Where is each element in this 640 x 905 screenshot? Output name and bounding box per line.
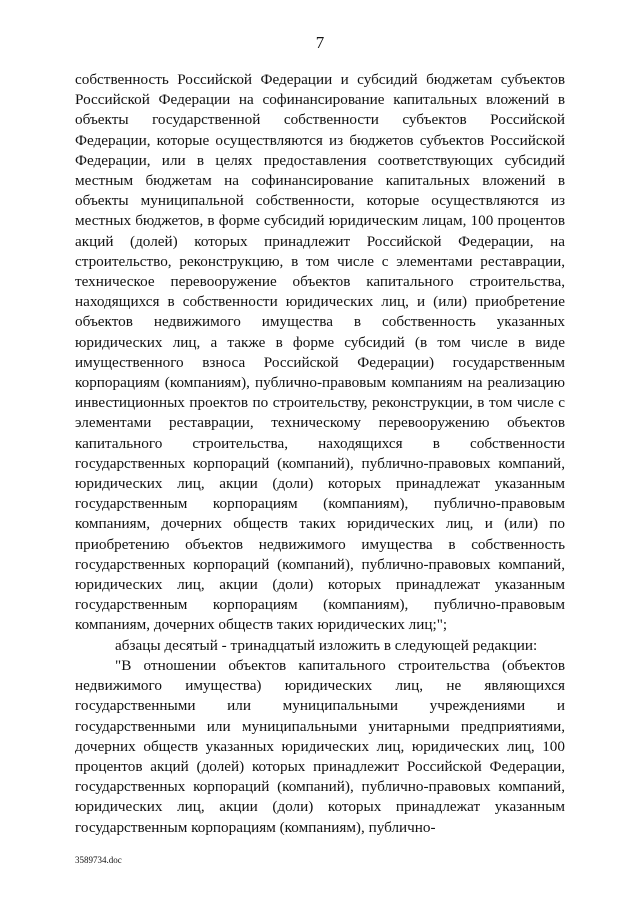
document-file-code: 3589734.doc	[75, 855, 122, 865]
document-body	[75, 70, 565, 838]
paragraph-new-wording: "В отношении объектов капитального строительства (объектов недвижимого имущества) юридических лиц, не являющихся государственными или муниципальными учреждениями и государственными или муниципальными унитарными предприятиями, дочерних обществ указанных юридических лиц, юридических лиц, 100 процентов акций (долей) которых принадлежит Российской Федерации, государственных корпораций (компаний), публично-правовых компаний, юридических лиц, акции (доли) которых принадлежат указанным государственным корпорациям (компаниям), публично-	[75, 656, 565, 836]
paragraph-continuation: собственность Российской Федерации и субсидий бюджетам субъектов Российской Федерации на софинансирование капитальных вложений в объекты государственной собственности субъектов Российской Федерации, которые осуществляются из бюджетов субъектов Российской Федерации, или в целях предоставления соответствующих субсидий местным бюджетам на софинансирование капитальных вложений в объекты муниципальной собственности, которые осуществляются из местных бюджетов, в форме субсидий юридическим лицам, 100 процентов акций (долей) которых принадлежит Российской Федерации, на строительство, реконструкцию, в том числе с элементами реставрации, техническое перевооружение объектов капитального строительства, находящихся в собственности юридических лиц, и (или) приобретение объектов недвижимого имущества в собственность указанных юридических лиц, а также в форме субсидий (в том числе в виде имущественного взноса Российской Федерации) государственным корпорациям (компаниям), публично-правовым компаниям на реализацию инвестиционных проектов по строительству, реконструкции, в том числе с элементами реставрации, техническому перевооружению объектов капитального строительства, находящихся в собственности государственных корпораций (компаний), публично-правовых компаний, юридических лиц, акции (доли) которых принадлежат указанным государственным корпорациям (компаниям), публично-правовым компаниям, дочерних обществ таких юридических лиц, и (или) по приобретению объектов недвижимого имущества в собственность государственных корпораций (компаний), публично-правовых компаний, юридических лиц, акции (доли) которых принадлежат указанным государственным корпорациям (компаниям), публично-правовым компаниям, дочерних обществ таких юридических лиц;";	[75, 71, 565, 634]
page-number: 7	[315, 33, 325, 52]
paragraph-instruction: абзацы десятый - тринадцатый изложить в следующей редакции:	[115, 636, 538, 654]
